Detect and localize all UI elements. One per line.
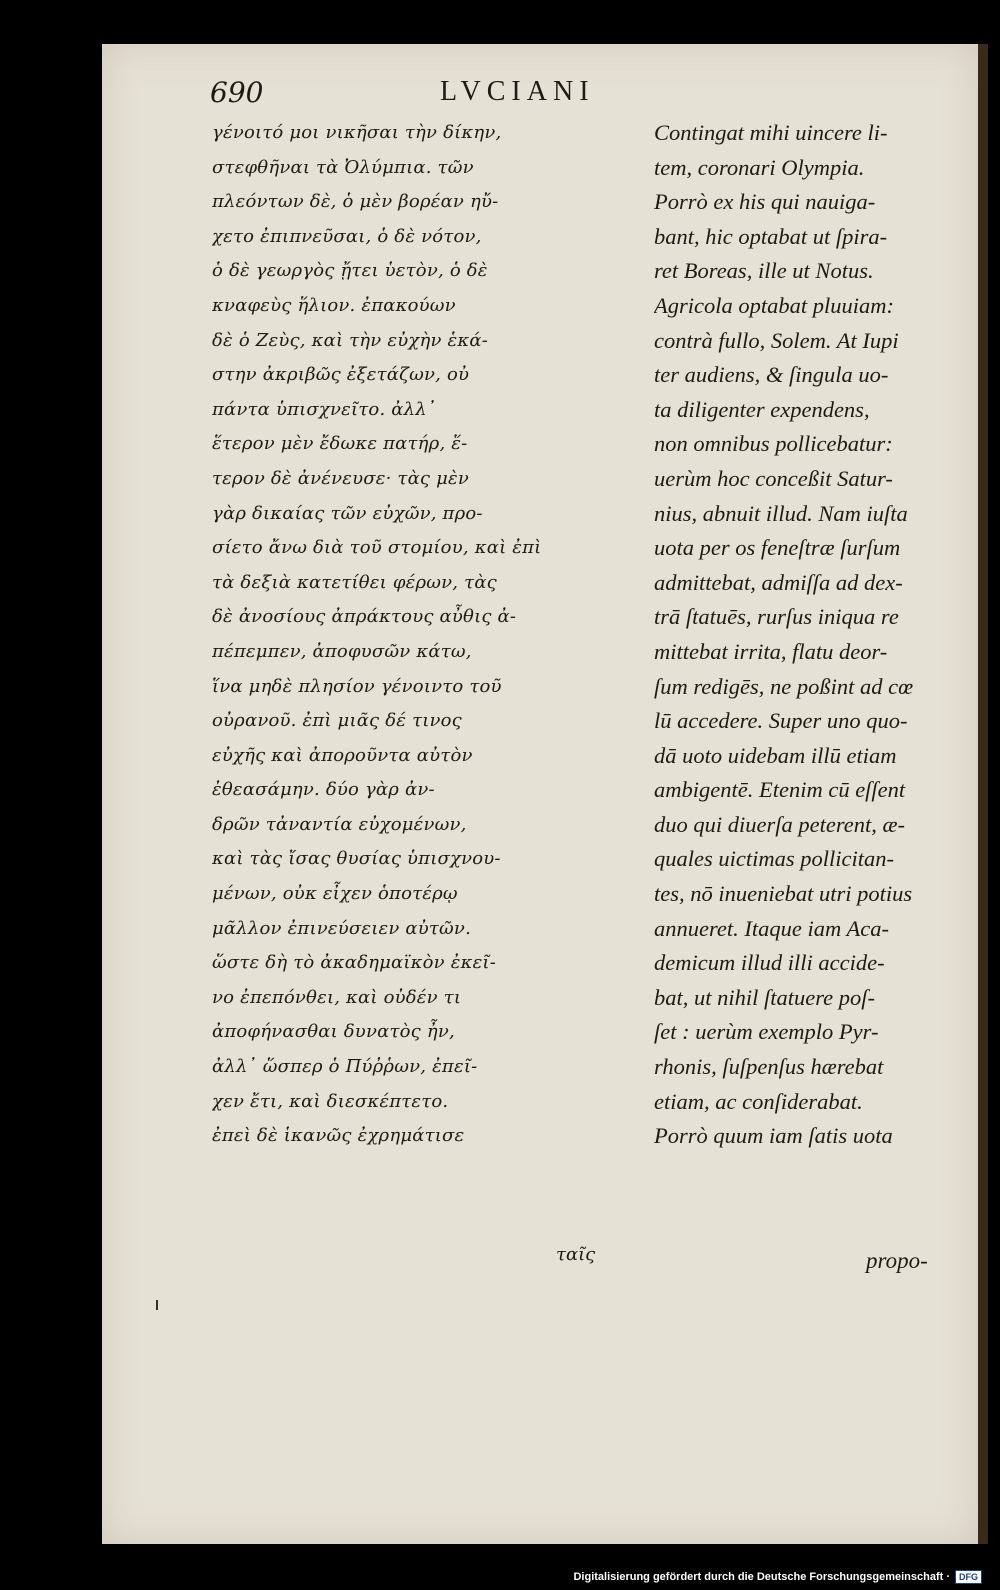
greek-text-line: στεφθῆναι τὰ Ὀλύμπια. τῶν: [212, 156, 474, 178]
latin-text-line: ſum redigēs, ne poßint ad cœ: [654, 673, 914, 699]
greek-text-line: δὲ ὁ Ζεὺς, καὶ τὴν εὐχὴν ἑκά-: [212, 329, 489, 351]
greek-text-line: ἕτερον μὲν ἔδωκε πατήρ, ἕ-: [212, 433, 468, 455]
greek-text-line: μᾶλλον ἐπινεύσειεν αὐτῶν.: [212, 917, 471, 939]
latin-text-line: ſet : uerùm exemplo Pyr-: [654, 1019, 879, 1045]
latin-text-line: bant, hic optabat ut ſpira-: [654, 223, 888, 249]
latin-text-line: Agricola optabat pluuiam:: [654, 292, 894, 318]
greek-text-line: κναφεὺς ἥλιον. ἐπακούων: [212, 294, 456, 316]
latin-text-line: Porrò ex his qui nauiga-: [654, 189, 876, 215]
greek-text-line: πλεόντων δὲ, ὁ μὲν βορέαν ηὔ-: [212, 191, 499, 213]
page-header: [210, 76, 930, 116]
greek-text-line: ἀποφήνασθαι δυνατὸς ἦν,: [212, 1021, 455, 1043]
greek-text-line: δὲ ἀνοσίους ἀπράκτους αὖθις ἀ-: [212, 606, 517, 628]
greek-text-line: δρῶν τἀναντία εὐχομένων,: [212, 813, 467, 835]
greek-text-line: ἐθεασάμην. δύο γὰρ ἀν-: [212, 779, 435, 801]
greek-text-line: στην ἀκριβῶς ἐξετάζων, οὐ: [212, 364, 470, 386]
latin-text-line: trā ſtatuēs, rurſus iniqua re: [654, 604, 899, 630]
greek-text-line: οὐρανοῦ. ἐπὶ μιᾶς δέ τινος: [212, 710, 462, 732]
latin-text-line: mittebat irrita, flatu deor-: [654, 638, 888, 664]
greek-text-line: ἀλλ᾽ ὥσπερ ὁ Πύῤῥων, ἐπεῖ-: [212, 1056, 478, 1078]
latin-text-line: uota per os feneſtræ ſurſum: [654, 535, 901, 561]
page-number: 690: [210, 76, 264, 109]
latin-text-line: duo qui diuerſa peterent, æ-: [654, 811, 906, 837]
latin-text-line: lū accedere. Super uno quo-: [654, 708, 908, 734]
greek-text-line: ἐπεὶ δὲ ἱκανῶς ἐχρημάτισε: [212, 1125, 465, 1147]
latin-text-line: non omnibus pollicebatur:: [654, 431, 893, 457]
latin-text-line: Porrò quum iam ſatis uota: [654, 1123, 893, 1149]
latin-text-line: quales uictimas pollicitan-: [654, 846, 894, 872]
latin-text-line: ambigentē. Etenim cū eſſent: [654, 777, 906, 803]
latin-text-line: bat, ut nihil ſtatuere poſ-: [654, 984, 876, 1010]
greek-text-line: ὥστε δὴ τὸ ἀκαδημαϊκὸν ἐκεῖ-: [212, 952, 496, 974]
page-edge: [978, 44, 988, 1544]
greek-text-line: εὐχῆς καὶ ἀποροῦντα αὐτὸν: [212, 744, 473, 766]
dfg-logo: DFG: [955, 1570, 982, 1584]
latin-text-line: tem, coronari Olympia.: [654, 154, 865, 180]
latin-text-line: ta diligenter expendens,: [654, 396, 870, 422]
latin-catchword: propo-: [866, 1248, 928, 1273]
latin-text-line: admittebat, admiſſa ad dex-: [654, 569, 903, 595]
latin-text-line: dā uoto uidebam illū etiam: [654, 742, 897, 768]
greek-text-line: τερον δὲ ἀνένευσε· τὰς μὲν: [212, 467, 470, 489]
greek-text-line: γὰρ δικαίας τῶν εὐχῶν, προ-: [212, 502, 483, 524]
latin-text-line: uerùm hoc conceßit Satur-: [654, 465, 893, 491]
greek-text-line: ὁ δὲ γεωργὸς ᾔτει ὑετὸν, ὁ δὲ: [212, 260, 488, 282]
greek-text-line: τὰ δεξιὰ κατετίθει φέρων, τὰς: [212, 571, 497, 593]
latin-text-line: nius, abnuit illud. Nam iuſta: [654, 500, 908, 526]
latin-text-line: rhonis, ſuſpenſus hærebat: [654, 1054, 884, 1080]
greek-text-line: χετο ἐπιπνεῦσαι, ὁ δὲ νότον,: [212, 225, 482, 247]
latin-text-line: tes, nō inueniebat utri potius: [654, 881, 913, 907]
greek-text-line: μένων, οὐκ εἶχεν ὁποτέρῳ: [212, 883, 458, 905]
greek-text-line: ἵνα μηδὲ πλησίον γένοιντο τοῦ: [212, 675, 502, 697]
greek-text-line: πέπεμπεν, ἀποφυσῶν κάτω,: [212, 640, 472, 662]
digitization-footer: [573, 1570, 982, 1584]
latin-text-line: Contingat mihi uincere li-: [654, 120, 888, 145]
greek-catchword: ταῖς: [556, 1244, 596, 1265]
latin-text-line: annueret. Itaque iam Aca-: [654, 915, 889, 941]
running-title: LVCIANI: [440, 76, 595, 107]
latin-text-line: etiam, ac conſiderabat.: [654, 1088, 863, 1114]
greek-text-line: σίετο ἄνω διὰ τοῦ στομίου, καὶ ἐπὶ: [212, 537, 542, 559]
latin-text-line: ret Boreas, ille ut Notus.: [654, 258, 874, 284]
latin-text-line: contrà fullo, Solem. At Iupi: [654, 327, 899, 353]
greek-text-line: γένοιτό μοι νικῆσαι τὴν δίκην,: [212, 122, 502, 143]
ink-mark: [156, 1300, 158, 1310]
latin-text-line: ter audiens, & ſingula uo-: [654, 362, 889, 388]
greek-text-line: χεν ἔτι, καὶ διεσκέπτετο.: [212, 1090, 449, 1112]
footer-credit: Digitalisierung gefördert durch die Deutsche Forschungsgemeinschaft ·: [573, 1571, 950, 1583]
greek-text-line: καὶ τὰς ἴσας θυσίας ὑπισχνου-: [212, 848, 501, 870]
latin-text-line: demicum illud illi accide-: [654, 950, 885, 976]
greek-text-line: πάντα ὑπισχνεῖτο. ἀλλ᾽: [212, 398, 437, 420]
latin-text-column: [654, 116, 964, 1154]
greek-text-column: [212, 116, 622, 1154]
greek-text-line: νο ἐπεπόνθει, καὶ οὐδέν τι: [212, 986, 462, 1008]
